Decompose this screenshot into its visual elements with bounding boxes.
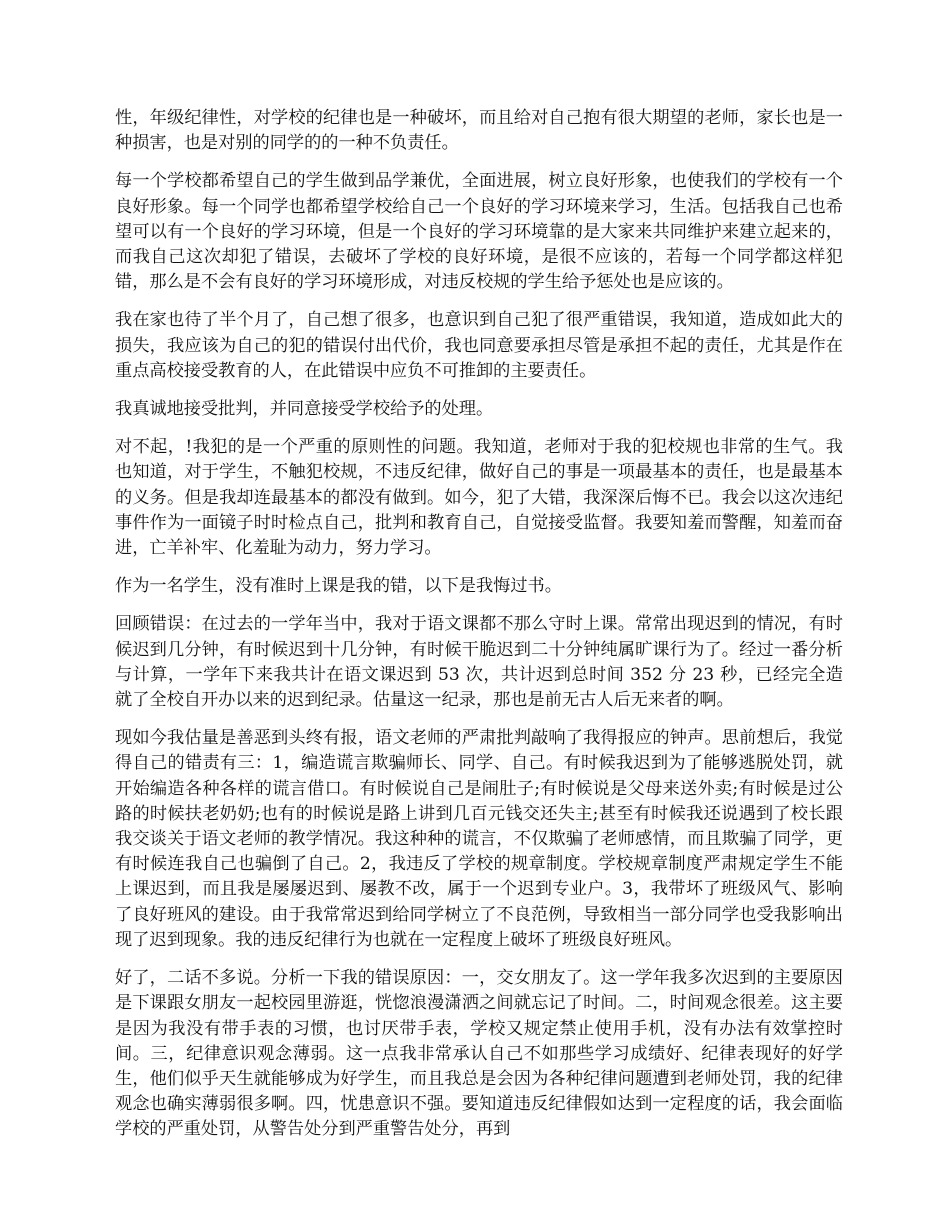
paragraph-3: 我在家也待了半个月了，自己想了很多，也意识到自己犯了很严重错误，我知道，造成如此大的损失，我应该为自己的犯的错误付出代价，我也同意要承担尽管是承担不起的责任，尤其是作在重点高校接受教育的人，在此错误中应负不可推卸的主要责任。	[115, 310, 843, 381]
paragraph-6: 作为一名学生，没有准时上课是我的错，以下是我悔过书。	[115, 576, 562, 597]
paragraph-1: 性，年级纪律性，对学校的纪律也是一种破坏，而且给对自己抱有很大期望的老师，家长也是一种损害，也是对别的同学的的一种不负责任。	[115, 108, 843, 154]
paragraph-7: 回顾错误：在过去的一学年当中，我对于语文课都不那么守时上课。常常出现迟到的情况，有时候迟到几分钟，有时候迟到十几分钟，有时候干脆迟到二十分钟纯属旷课行为了。经过一番分析与计算，一学年下来我共计在语文课迟到 53 次，共计迟到总时间 352 分 23 秒，已经完全造就了全校自开办以来的迟到纪录。估量这一纪录，那也是前无古人后无来者的啊。	[115, 614, 843, 711]
paragraph-4: 我真诚地接受批判，并同意接受学校给予的处理。	[115, 399, 494, 420]
document-body	[115, 106, 843, 1156]
paragraph-2: 每一个学校都希望自己的学生做到品学兼优，全面进展，树立良好形象，也使我们的学校有一个良好形象。每一个同学也都希望学校给自己一个良好的学习环境来学习，生活。包括我自己也希望可以有一个良好的学习环境，但是一个良好的学习环境靠的是大家来共同维护来建立起来的，而我自己这次却犯了错误，去破坏了学校的良好环境，是很不应该的，若每一个同学都这样犯错，那么是不会有良好的学习环境形成，对违反校规的学生给予惩处也是应该的。	[115, 171, 843, 293]
paragraph-9: 好了，二话不多说。分析一下我的错误原因：一，交女朋友了。这一学年我多次迟到的主要原因是下课跟女朋友一起校园里游逛，恍惚浪漫潇洒之间就忘记了时间。二，时间观念很差。这主要是因为我没有带手表的习惯，也讨厌带手表，学校又规定禁止使用手机，没有办法有效掌控时间。三，纪律意识观念薄弱。这一点我非常承认自己不如那些学习成绩好、纪律表现好的好学生，他们似乎天生就能够成为好学生，而且我总是会因为各种纪律问题遭到老师处罚，我的纪律观念也确实薄弱很多啊。四，忧患意识不强。要知道违反纪律假如达到一定程度的话，我会面临学校的严重处罚，从警告处分到严重警告处分，再到	[115, 968, 843, 1140]
paragraph-5: 对不起，!我犯的是一个严重的原则性的问题。我知道，老师对于我的犯校规也非常的生气。我也知道，对于学生，不触犯校规，不违反纪律，做好自己的事是一项最基本的责任，也是最基本的义务。但是我却连最基本的都没有做到。如今，犯了大错，我深深后悔不已。我会以这次违纪事件作为一面镜子时时检点自己，批判和教育自己，自觉接受监督。我要知羞而警醒，知羞而奋进，亡羊补牢、化羞耻为动力，努力学习。	[115, 437, 843, 559]
paragraph-8: 现如今我估量是善恶到头终有报，语文老师的严肃批判敲响了我得报应的钟声。思前想后，我觉得自己的错责有三：1，编造谎言欺骗师长、同学、自己。有时候我迟到为了能够逃脱处罚，就开始编造各种各样的谎言借口。有时候说自己是闹肚子;有时候说是父母来送外卖;有时候是过公路的时候扶老奶奶;也有的时候说是路上讲到几百元钱交还失主;甚至有时候我还说遇到了校长跟我交谈关于语文老师的教学情况。我这种种的谎言，不仅欺骗了老师感情，而且欺骗了同学，更有时候连我自己也骗倒了自己。2，我违反了学校的规章制度。学校规章制度严肃规定学生不能上课迟到，而且我是屡屡迟到、屡教不改，属于一个迟到专业户。3，我带坏了班级风气、影响了良好班风的建设。由于我常常迟到给同学树立了不良范例，导致相当一部分同学也受我影响出现了迟到现象。我的违反纪律行为也就在一定程度上破坏了班级良好班风。	[115, 728, 843, 950]
